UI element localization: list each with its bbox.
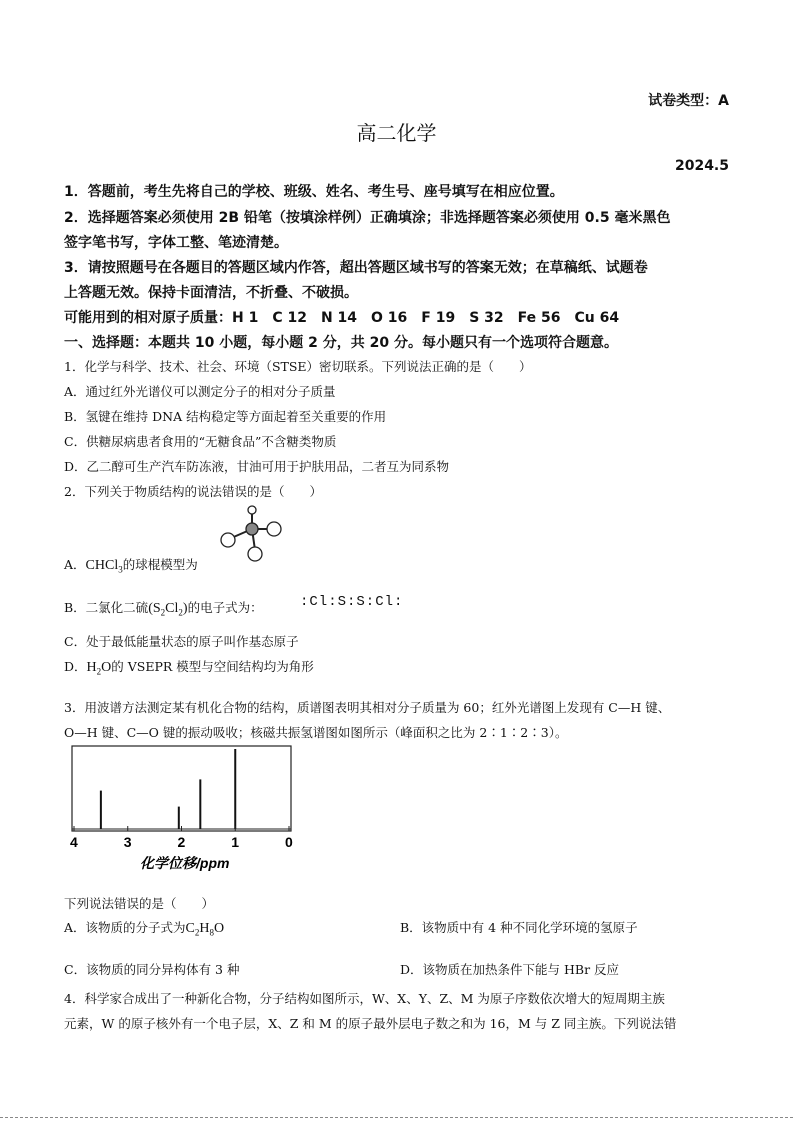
instruction-3-line2: 上答题无效。保持卡面清洁，不折叠、不破损。 [64,285,358,301]
exam-date: 2024.5 [674,158,729,174]
q1-stem: 1．化学与科学、技术、社会、环境（STSE）密切联系。下列说法正确的是（ ） [64,359,532,374]
q4-line2: 元素，W 的原子核外有一个电子层，X、Z 和 M 的原子最外层电子数之和为 16，M 与 Z 同主族。下列说法错 [64,1016,677,1031]
q3-option-a: A．该物质的分子式为$C_2H_8O$ [64,920,225,938]
chart-x-ticks [70,826,293,850]
x-tick-label: 3 [123,834,132,850]
chart-peaks [72,749,291,829]
x-tick-label: 4 [70,834,78,850]
instruction-1: 1．答题前，考生先将自己的学校、班级、姓名、考生号、座号填写在相应位置。 [64,184,564,200]
q1-option-d: D．乙二醇可生产汽车防冻液，甘油可用于护肤用品，二者互为同系物 [64,459,450,474]
q1-option-b: B．氢键在维持 DNA 结构稳定等方面起着至关重要的作用 [64,409,387,424]
atomic-masses: 可能用到的相对原子质量：H 1 C 12 N 14 O 16 F 19 S 32 Fe 56 Cu 64 [64,310,620,326]
chcl3-ball-stick-model [215,502,295,568]
instruction-2-line1: 2．选择题答案必须使用 2B 铅笔（按填涂样例）正确填涂；非选择题答案必须使用 0.5 毫米黑色 [64,210,671,226]
instruction-3-line1: 3．请按照题号在各题目的答题区域内作答，超出答题区域书写的答案无效；在草稿纸、试题卷 [64,260,648,276]
q2-option-b: B．二氯化二硫$(S_2Cl_2)$的电子式为： [64,600,263,618]
q4-line1: 4．科学家合成出了一种新化合物，分子结构如图所示，W、X、Y、Z、M 为原子序数依次增大的短周期主族 [64,991,665,1006]
q3-stem-line2: O—H 键、C—O 键的振动吸收；核磁共振氢谱图如图所示（峰面积之比为 2∶1∶2∶3）。 [64,725,568,740]
q3-stem-line1: 3．用波谱方法测定某有机化合物的结构，质谱图表明其相对分子质量为 60；红外光谱图上发现有 C—H 键、 [64,700,671,715]
page-bottom-divider [0,1117,793,1118]
page-title: 高二化学 [356,121,437,145]
x-tick-label: 2 [177,834,186,850]
q2-stem: 2．下列关于物质结构的说法错误的是（ ） [64,484,322,499]
q1-option-a: A．通过红外光谱仪可以测定分子的相对分子质量 [64,384,336,399]
s2cl2-electron-formula: :Cl:S:S:Cl: [300,594,404,610]
nmr-spectrum-chart [62,744,302,874]
paper-type: 试卷类型：A [648,93,729,109]
chart-x-label: 化学位移/ppm [140,855,230,871]
q2-option-c: C．处于最低能量状态的原子叫作基态原子 [64,634,299,649]
x-tick-label: 1 [231,834,240,850]
q3-option-d: D．该物质在加热条件下能与 HBr 反应 [400,962,620,977]
q3-option-b: B．该物质中有 4 种不同化学环境的氢原子 [400,920,638,935]
section-heading: 一、选择题：本题共 10 小题，每小题 2 分，共 20 分。每小题只有一个选项符合题意。 [64,335,618,351]
q3-option-c: C．该物质的同分异构体有 3 种 [64,962,240,977]
q2-option-d: D．$H_2O$的 VSEPR 模型与空间结构均为角形 [64,659,314,677]
q1-option-c: C．供糖尿病患者食用的“无糖食品”不含糖类物质 [64,434,337,449]
x-tick-label: 0 [285,834,293,850]
q3-chart-question: 下列说法错误的是（ ） [64,896,215,911]
chart-frame [72,746,291,831]
q2-option-a: A．CHCl$_3$的球棍模型为 [64,557,198,575]
instruction-2-line2: 签字笔书写，字体工整、笔迹清楚。 [64,235,288,251]
